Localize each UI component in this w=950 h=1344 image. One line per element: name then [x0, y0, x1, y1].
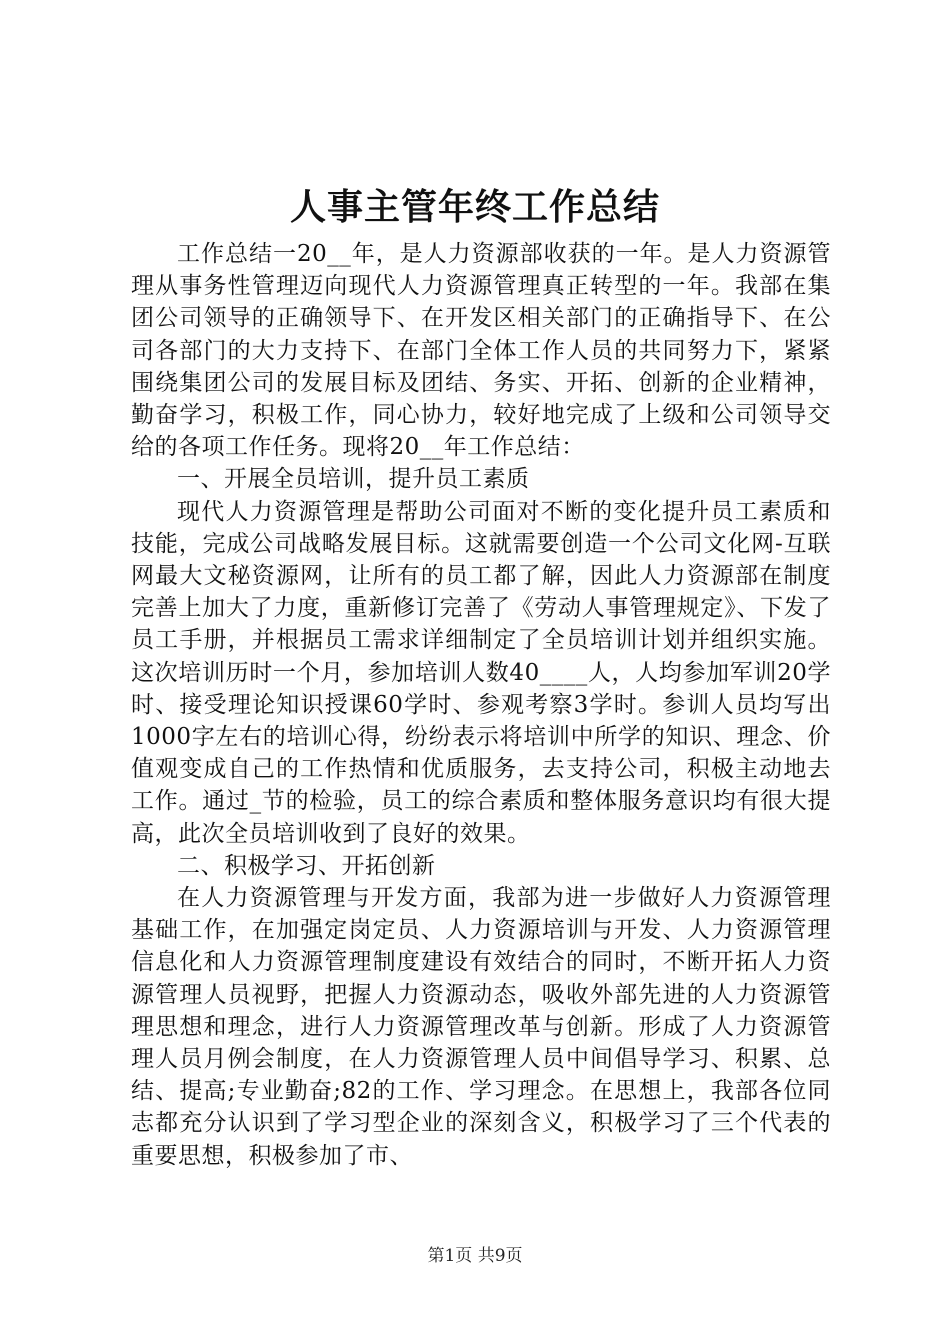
paragraph-training: 现代人力资源管理是帮助公司面对不断的变化提升员工素质和技能，完成公司战略发展目标。这就需要创造一个公司文化网-互联网最大文秘资源网，让所有的员工都了解，因此人力资源部在制度完善上加大了力度，重新修订完善了《劳动人事管理规定》、下发了员工手册，并根据员工需求详细制定了全员培训计划并组织实施。这次培训历时一个月，参加培训人数40____人，人均参加军训20学时、接受理论知识授课60学时、参观考察3学时。参训人员均写出1000字左右的培训心得，纷纷表示将培训中所学的知识、理念、价值观变成自己的工作热情和优质服务，去支持公司，积极主动地去工作。通过_节的检验，员工的综合素质和整体服务意识均有很大提高，此次全员培训收到了良好的效果。 — [131, 498, 831, 847]
section-heading-1: 一、开展全员培训，提升员工素质 — [177, 466, 530, 493]
paragraph-intro: 工作总结一20__年，是人力资源部收获的一年。是人力资源管理从事务性管理迈向现代人力资源管理真正转型的一年。我部在集团公司领导的正确领导下、在开发区相关部门的正确指导下、在公司各部门的大力支持下、在部门全体工作人员的共同努力下，紧紧围绕集团公司的发展目标及团结、务实、开拓、创新的企业精神，勤奋学习，积极工作，同心协力，较好地完成了上级和公司领导交给的各项工作任务。现将20__年工作总结： — [131, 241, 831, 461]
document-body — [131, 238, 831, 1172]
document-title: 人事主管年终工作总结 — [289, 187, 660, 228]
page-footer: 第1页 共9页 — [427, 1246, 523, 1266]
paragraph-learning: 在人力资源管理与开发方面，我部为进一步做好人力资源管理基础工作，在加强定岗定员、人力资源培训与开发、人力资源管理信息化和人力资源管理制度建设有效结合的同时，不断开拓人力资源管理人员视野，把握人力资源动态，吸收外部先进的人力资源管理思想和理念，进行人力资源管理改革与创新。形成了人力资源管理人员月例会制度，在人力资源管理人员中间倡导学习、积累、总结、提高;专业勤奋;82的工作、学习理念。在思想上，我部各位同志都充分认识到了学习型企业的深刻含义，积极学习了三个代表的重要思想，积极参加了市、 — [131, 885, 831, 1169]
section-heading-2: 二、积极学习、开拓创新 — [177, 852, 436, 879]
